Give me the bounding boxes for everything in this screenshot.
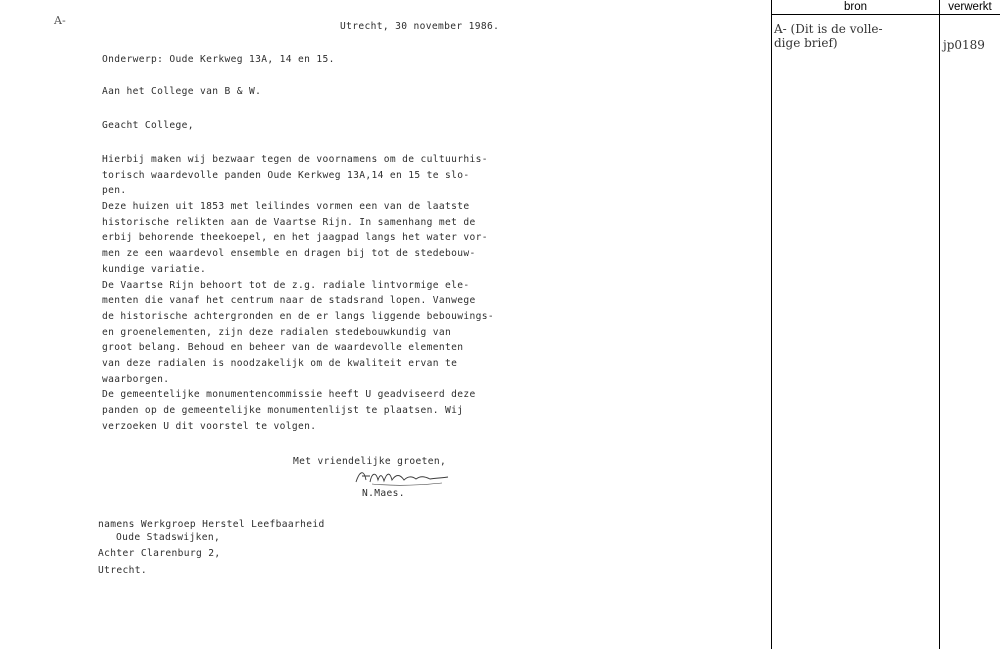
letter-salutation: Geacht College, [102, 120, 194, 131]
organization-address: Achter Clarenburg 2, [98, 548, 221, 559]
handwritten-signature [352, 466, 452, 488]
body-line: panden op de gemeentelijke monumentenlijst te plaatsen. Wij [102, 405, 464, 416]
body-line: waarborgen. [102, 373, 170, 385]
body-line: De Vaartse Rijn behoort tot de z.g. radiale lintvormige ele- [102, 279, 470, 291]
body-line: pen. [102, 185, 127, 197]
annotation-table [771, 0, 1000, 649]
body-line: kundige variatie. [102, 263, 207, 275]
body-line: groot belang. Behoud en beheer van de waardevolle elementen [102, 342, 464, 354]
verwerkt-cell: jp0189 [943, 38, 985, 52]
body-line: verzoeken U dit voorstel te volgen. [102, 420, 317, 432]
body-line: menten die vanaf het centrum naar de stadsrand lopen. Vanwege [102, 295, 476, 307]
bron-cell-line-1: A- (Dit is de volle- [774, 22, 883, 36]
margin-marker: A- [54, 14, 66, 27]
body-line: men ze een waardevol ensemble en dragen bij tot de stedebouw- [102, 248, 476, 260]
organization-line-1: namens Werkgroep Herstel Leefbaarheid [98, 519, 325, 530]
table-left-border [771, 0, 772, 649]
letter-subject: Onderwerp: Oude Kerkweg 13A, 14 en 15. [102, 54, 335, 65]
body-line: historische relikten aan de Vaartse Rijn. In samenhang met de [102, 216, 476, 228]
body-line: torisch waardevolle panden Oude Kerkweg 13A,14 en 15 te slo- [102, 169, 470, 181]
letter-signer: N.Maes. [362, 488, 405, 499]
body-line: de historische achtergronden en de er langs liggende bebouwings- [102, 310, 495, 322]
body-line: en groenelementen, zijn deze radialen stedebouwkundig van [102, 326, 452, 338]
column-divider [939, 0, 940, 649]
letter-body [102, 152, 494, 434]
bron-cell-line-2: dige brief) [774, 36, 838, 50]
header-divider [771, 14, 1000, 15]
column-header-bron: bron [843, 1, 868, 13]
body-line: van deze radialen is noodzakelijk om de kwaliteit ervan te [102, 357, 458, 369]
letter-addressee: Aan het College van B & W. [102, 86, 262, 97]
organization-city: Utrecht. [98, 565, 148, 576]
body-line: Hierbij maken wij bezwaar tegen de voornamens om de cultuurhis- [102, 154, 488, 165]
column-header-verwerkt: verwerkt [948, 1, 992, 13]
body-line: Deze huizen uit 1853 met leilindes vormen een van de laatste [102, 201, 470, 213]
letter-closing: Met vriendelijke groeten, [293, 456, 447, 467]
body-line: erbij behorende theekoepel, en het jaagpad langs het water vor- [102, 232, 488, 244]
letter-date: Utrecht, 30 november 1986. [340, 21, 500, 32]
body-line: De gemeentelijke monumentencommissie heeft U geadviseerd deze [102, 389, 476, 401]
organization-line-2: Oude Stadswijken, [116, 532, 221, 543]
